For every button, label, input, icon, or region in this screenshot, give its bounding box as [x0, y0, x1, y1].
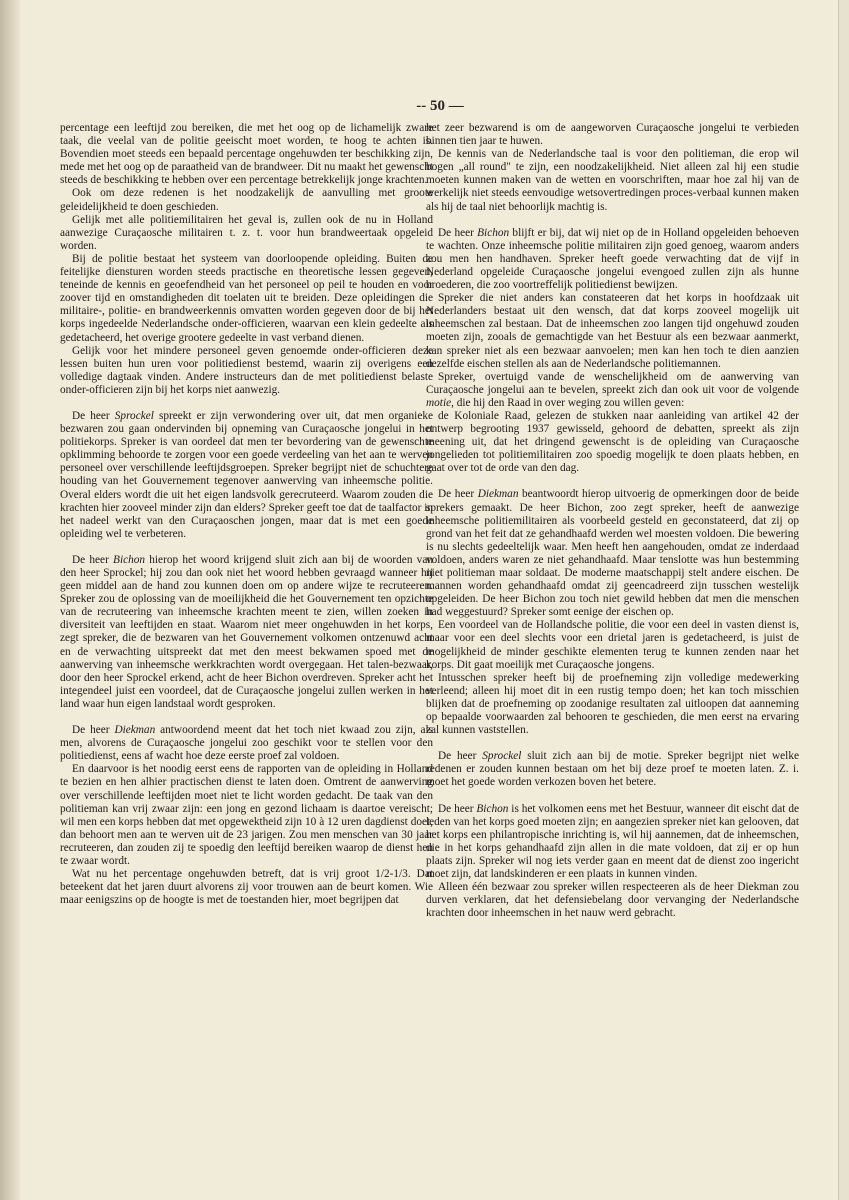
- paragraph: [426, 881, 799, 920]
- paragraph: [60, 868, 433, 907]
- paragraph-text: De heer: [72, 553, 114, 566]
- previous-page-edge: [0, 0, 20, 1200]
- speaker-name: Bichon: [476, 802, 509, 815]
- speaker-name: Bichon: [113, 553, 146, 566]
- paragraph: [426, 488, 799, 619]
- speaker-name: Diekman: [114, 724, 156, 737]
- paragraph-text: De heer: [438, 488, 478, 501]
- paragraph-text: Gelijk voor het mindere personeel geven genoemde onder-officieren deze lessen buiten hun uren voor politiedienst bestemd, waarin zij overigens een volledige dagtaak vinden. Andere instructeurs dan de met politiedienst belaste onder-officieren zijn bij het korps niet aanwezig.: [60, 344, 433, 396]
- paragraph-text: Spreker, overtuigd vande de wenschelijkheid om de aanwerving van Curaçaosche jongelui aan te bevelen, spreekt zich dan ook uit voor de volgende: [426, 370, 799, 396]
- paragraph: [60, 554, 433, 711]
- paragraph-text: hierop het woord krijgend sluit zich aan bij de woorden van den heer Sprockel; hij zou dan ook niet het woord hebben gevraagd wanneer hij geen middel aan de hand zou kunnen doen om op andere wijze te recruteeren. Spreker zou de oplossing van de moeilijkheid die het Gouvernement ten opzichte van de recruteering van inheemsche krachten meent te zien, willen zoeken in diversiteit van leeftijden en staat. Waarom niet meer ongehuwden in het korps, zegt spreker, die de bezwaren van het Gouvernement volkomen ontzenuwd acht en de verwachting uitspreekt dat met den meest bekwamen spoed met de aanwerving van inheemsche werkkrachten wordt overgegaan. Het talen-bezwaar, door den heer Sprockel erkend, acht de heer Bichon overdreven. Spreker acht het integendeel juist een voordeel, dat de Curaçaosche jongelui zullen werken in het land waar hun eigen landstaal wordt gesproken.: [60, 553, 433, 710]
- paragraph-text: Alleen één bezwaar zou spreker willen respecteeren als de heer Diekman zou durven verklaren, dat het defensiebelang door vervanging der Nederlandsche krachten door inheemschen in het nauw werd gebracht.: [426, 881, 799, 920]
- paragraph: [426, 803, 799, 882]
- paragraph-text: De heer: [72, 724, 115, 737]
- page-number: -- 50 —: [416, 98, 464, 114]
- page-right-edge: [838, 0, 849, 1200]
- paragraph: [426, 750, 799, 789]
- paragraph: [60, 122, 433, 187]
- paragraph-text: De heer: [438, 750, 483, 763]
- paragraph: [426, 292, 799, 371]
- paragraph: [426, 672, 799, 737]
- paragraph-text: De heer: [438, 226, 478, 239]
- paragraph: [60, 410, 433, 541]
- paragraph: [60, 214, 433, 253]
- paragraph-text: blijft er bij, dat wij niet op de in Holland opgeleiden behoeven te wachten. Onze inheemsche politie militairen zijn goed genoeg, waarom anders zou men hen handhaven. Spreker heeft goede verwachting dat de vijf in Nederland opgeleide Curaçaosche jongelui evengoed zullen zijn als hunne broederen, die zoo voortreffelijk politiedienst bewijzen.: [426, 226, 800, 292]
- paragraph: [426, 227, 799, 292]
- paragraph-text: De kennis van de Nederlandsche taal is voor den politieman, die erop wil bogen „all round" te zijn, een noodzakelijkheid. Niet alleen zal hij een studie moeten kunnen maken van de wetten en voorschriften, maar hoe zal hij van de werkelijk niet steeds eenvoudige wetsovertredingen proces-verbaal kunnen maken als hij de taal niet behoorlijk machtig is.: [426, 148, 799, 213]
- paragraph: [426, 148, 799, 213]
- paragraph-text: , die hij den Raad in over weging zou willen geven:: [451, 396, 685, 409]
- paragraph-text: is het volkomen eens met het Bestuur, wanneer dit eischt dat de leden van het korps goed moeten zijn; en aangezien spreker niet kan gelooven, dat het korps een philantropische inrichting is, wil hij aannemen, dat de inheemschen, die in het korps gehandhaafd zijn allen in die mate voldoen, dat zij er op hun plaats zijn. Spreker wil nog iets verder gaan en meent dat de dienst zoo ingericht moet zijn, dat landskinderen er een plaats in kunnen vinden.: [426, 802, 799, 880]
- paragraph-text: De heer: [72, 409, 115, 422]
- paragraph-text: beantwoordt hierop uitvoerig de opmerkingen door de beide sprekers gemaakt. De heer Bichon, zoo zegt spreker, heeft de aanwezige inheemsche politiemilitairen als voorbeeld gesteld en geconstateerd, dat zij op grond van het feit dat ze gehandhaafd werden wel moesten voldoen. Die bewering is nu slechts gedeeltelijk waar. Men heeft hen aangehouden, omdat ze inderdaad voldoen, anders waren ze niet gehandhaafd. Maar tenslotte was hun bestemming niet politieman maar soldaat. De moderne maatschappij stelt andere eischen. De mannen worden gehandhaafd omdat zij geencadreerd zijn tusschen westelijk opgeleiden. De heer Bichon zou toch niet gewild hebben dat men die menschen had weggestuurd? Spreker somt eenige der eischen op.: [426, 488, 799, 619]
- speaker-name: Bichon: [477, 226, 510, 239]
- paragraph-text: Wat nu het percentage ongehuwden betreft, dat is vrij groot 1/2-1/3. Dat beteekent dat het jaren duurt alvorens zij voor trouwen aan de beurt komen. Wie maar eenigszins op de hoogte is met de toestanden hier, moet begrijpen dat: [60, 868, 433, 907]
- paragraph: [60, 763, 433, 868]
- paragraph-text: sluit zich aan bij de motie. Spreker begrijpt niet welke redenen er zouden kunnen bestaan om het bij deze proef te moeten laten. Z. i. moet het goede worden verkozen boven het betere.: [426, 750, 799, 789]
- left-column: [60, 122, 433, 907]
- paragraph-text: Ook om deze redenen is het noodzakelijk de aanvulling met groote geleidelijkheid te doen geschieden.: [60, 187, 433, 213]
- speaker-name: Sprockel: [114, 409, 154, 422]
- paragraph: [426, 122, 799, 148]
- speaker-name: Sprockel: [482, 750, 522, 763]
- paragraph: [60, 253, 433, 345]
- paragraph: [426, 619, 799, 671]
- paragraph-text: Een voordeel van de Hollandsche politie, die voor een deel in vasten dienst is, maar voor een deel slechts voor een drietal jaren is gedetacheerd, is juist de mogelijkheid de minder geschikte elementen terug te kunnen zenden naar het korps. Dit gaat moeilijk met Curaçaosche jongens.: [426, 619, 799, 671]
- right-column: [426, 122, 799, 920]
- paragraph-text: de Koloniale Raad, gelezen de stukken naar aanleiding van artikel 42 der ontwerp begrooting 1937 gewisseld, gehoord de debatten, spreekt als zijn meening uit, dat het dringend gewenscht is de opleiding van Curaçaosche jongelieden tot politiemilitairen zoo spoedig mogelijk te doen plaats hebben, en gaat over tot de orde van den dag.: [426, 409, 799, 475]
- paragraph: [60, 724, 433, 763]
- paragraph-text: Spreker die niet anders kan constateeren dat het korps in hoofdzaak uit Nederlanders bestaat uit den wensch, dat dat korps zooveel mogelijk uit inheemschen zal bestaan. Dat de inheemschen zoo langen tijd ongehuwd zouden moeten zijn, zooals de gemachtigde van het Bestuur als een bezwaar aanmerkt, kan spreker niet als een bezwaar aanvoelen; men kan hen toch te dien aanzien dezelfde eischen stellen als aan de Nederlandsche politiemannen.: [426, 292, 799, 370]
- paragraph-text: Intusschen spreker heeft bij de proefneming zijn volledige medewerking verleend; alleen hij moet dit in een rustig tempo doen; het kan toch misschien blijken dat de proefneming op zoodanige resultaten zal uitloopen dat aanneming op bepaalde voorwaarden zal behooren te geschieden, die men eerst na ervaring zal kunnen vaststellen.: [426, 671, 799, 737]
- paragraph-text: En daarvoor is het noodig eerst eens de rapporten van de opleiding in Holland te bezien en hen alhier practischen dienst te laten doen. Omtrent de aanwerving over verschillende leeftijden moet niet te licht worden gedacht. De taak van den politieman kan vrij zwaar zijn: een jong en gezond lichaam is daartoe vereischt; wil men een korps hebben dat met opgewektheid zijn 10 à 12 uren dagdienst doet, dan behoort men aan te werven uit de 23 jarigen. Zou men menschen van 30 jaar recruteeren, dan zouden zij te spoedig den leeftijd bereiken waarop de dienst hen te zwaar wordt.: [60, 763, 433, 867]
- paragraph: [426, 371, 799, 410]
- paragraph-text: spreekt er zijn verwondering over uit, dat men organieke bezwaren zou gaan ondervinden bij opneming van Curaçaosche jongelui in het politiekorps. Spreker is van oordeel dat men ter bevordering van de gewenschte opklimming behoorde te zorgen voor een goede verdeeling van het aan te werven personeel over verschillende leeftijdsgroepen. Spreker begrijpt niet de schuchtere houding van het Gouvernement tegenover aanwerving van inheemsche politie. Overal elders wordt die uit het eigen landsvolk gerecruteerd. Waarom zouden die krachten hier zooveel minder zijn dan elders? Spreker geeft toe dat de taalfactor in het nadeel werkt van den Curaçaoschen jongen, maar dat is met een goede opleiding wel te verbeteren.: [60, 409, 434, 540]
- paragraph-text: De heer: [438, 802, 477, 815]
- paragraph: [60, 345, 433, 397]
- paragraph: [426, 410, 799, 475]
- paragraph: [60, 187, 433, 213]
- paragraph-text: Gelijk met alle politiemilitairen het geval is, zullen ook de nu in Holland aanwezige Curaçaosche militairen t. z. t. voor hun brandweertaak opgeleid worden.: [60, 213, 433, 252]
- paragraph-text: antwoordend meent dat het toch niet kwaad zou zijn, als men, alvorens de Curaçaosche jongelui zoo geschikt voor te stellen voor den politiedienst, eens af wacht hoe deze eerste proef zal voldoen.: [60, 724, 433, 763]
- paragraph-text: het zeer bezwarend is om de aangeworven Curaçaosche jongelui te verbieden binnen tien jaar te huwen.: [426, 122, 799, 148]
- paragraph-text: Bij de politie bestaat het systeem van doorloopende opleiding. Buiten de feitelijke diensturen worden steeds practische en theoretische lessen gegeven, teneinde de kennis en geoefendheid van het personeel op peil te houden en voor zoover tijd en omstandigheden dit toelaten uit te breiden. Deze opleidingen die militaire-, politie- en brandweerkennis omvatten worden gegeven door de bij het korps ingedeelde Nederlandsche onder-officieren, waarvan een klein gedeelte als gedetacheerd, het overige grootere gedeelte in vast verband dienen.: [60, 252, 433, 344]
- speaker-name: Diekman: [477, 488, 519, 501]
- speaker-name: motie: [426, 396, 452, 409]
- paragraph-text: percentage een leeftijd zou bereiken, die met het oog op de lichamelijk zware taak, die veelal van de politie geeischt moet worden, te hoog te achten is. Bovendien moet steeds een bepaald percentage ongehuwden ter beschikking zijn, mede met het oog op de paraatheid van de brandweer. Dit nu maakt het gewenscht steeds de beschikking te hebben over een percentage betrekkelijk jonge krachten.: [60, 122, 433, 187]
